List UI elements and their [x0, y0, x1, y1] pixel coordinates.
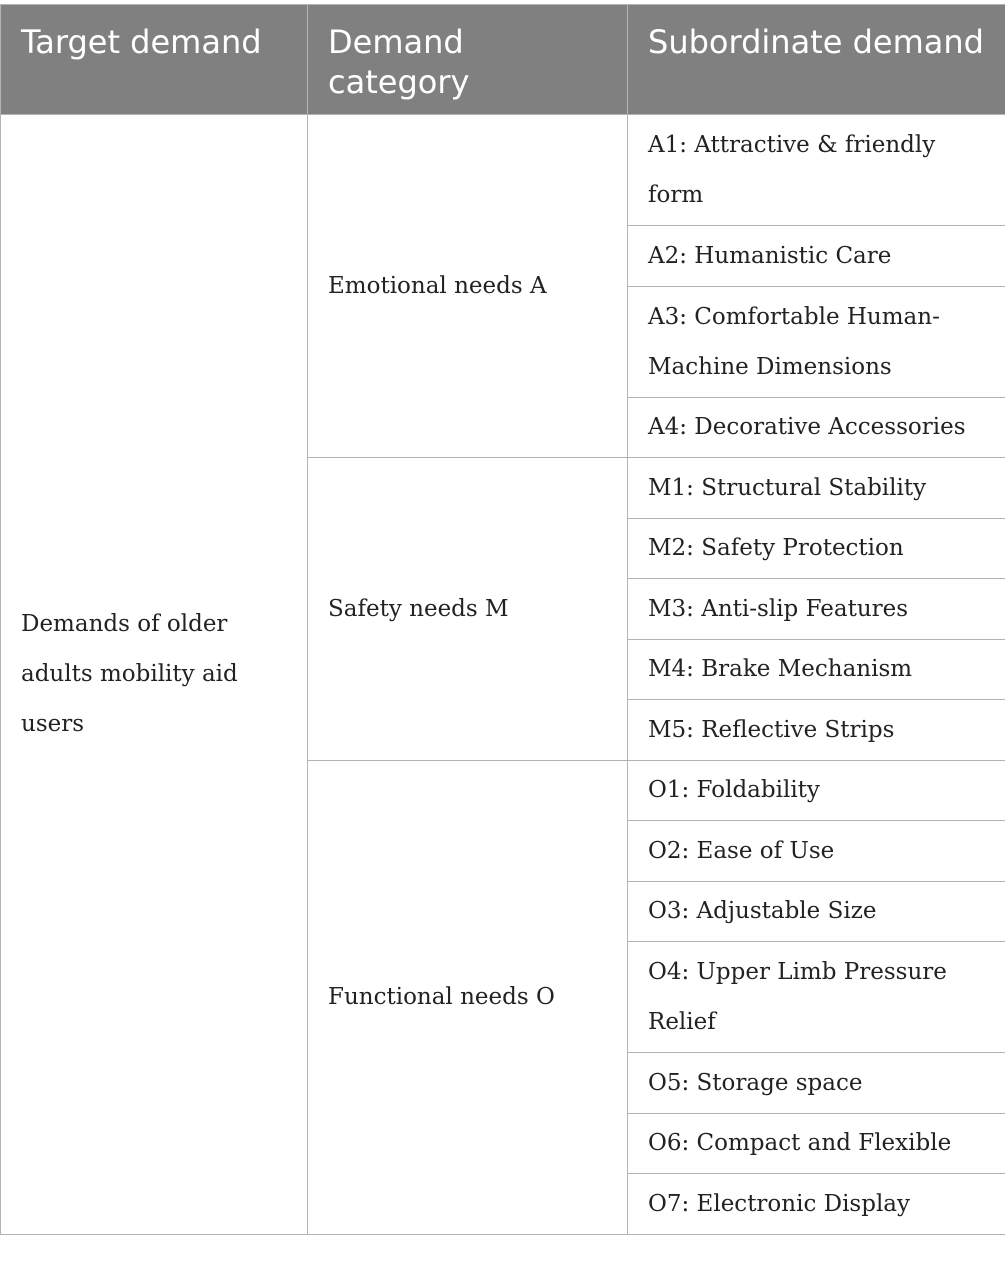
target-demand-cell: Demands of older adults mobility aid users	[1, 115, 308, 1235]
header-target-demand: Target demand	[1, 5, 308, 115]
subordinate-demand-cell: M3: Anti-slip Features	[628, 579, 1005, 640]
subordinate-demand-cell: M4: Brake Mechanism	[628, 639, 1005, 700]
subordinate-demand-cell: O1: Foldability	[628, 760, 1005, 821]
subordinate-demand-cell: M5: Reflective Strips	[628, 700, 1005, 761]
header-demand-category: Demand category	[308, 5, 628, 115]
subordinate-demand-cell: A4: Decorative Accessories	[628, 397, 1005, 458]
table-row	[1, 115, 1005, 226]
subordinate-demand-cell: A2: Humanistic Care	[628, 226, 1005, 287]
subordinate-demand-cell: O2: Ease of Use	[628, 821, 1005, 882]
demand-category-cell: Emotional needs A	[308, 115, 628, 458]
subordinate-demand-cell: M1: Structural Stability	[628, 458, 1005, 519]
subordinate-demand-cell: A1: Attractive & friendly form	[628, 115, 1005, 226]
header-row	[1, 5, 1005, 115]
subordinate-demand-cell: O7: Electronic Display	[628, 1174, 1005, 1235]
subordinate-demand-cell: O4: Upper Limb Pressure Relief	[628, 942, 1005, 1053]
subordinate-demand-cell: A3: Comfortable Human-Machine Dimensions	[628, 286, 1005, 397]
demand-table	[0, 4, 1005, 1235]
subordinate-demand-cell: M2: Safety Protection	[628, 518, 1005, 579]
subordinate-demand-cell: O6: Compact and Flexible	[628, 1113, 1005, 1174]
subordinate-demand-cell: O5: Storage space	[628, 1053, 1005, 1114]
demand-category-cell: Functional needs O	[308, 760, 628, 1234]
subordinate-demand-cell: O3: Adjustable Size	[628, 881, 1005, 942]
header-subordinate-demand: Subordinate demand	[628, 5, 1005, 115]
demand-category-cell: Safety needs M	[308, 458, 628, 761]
